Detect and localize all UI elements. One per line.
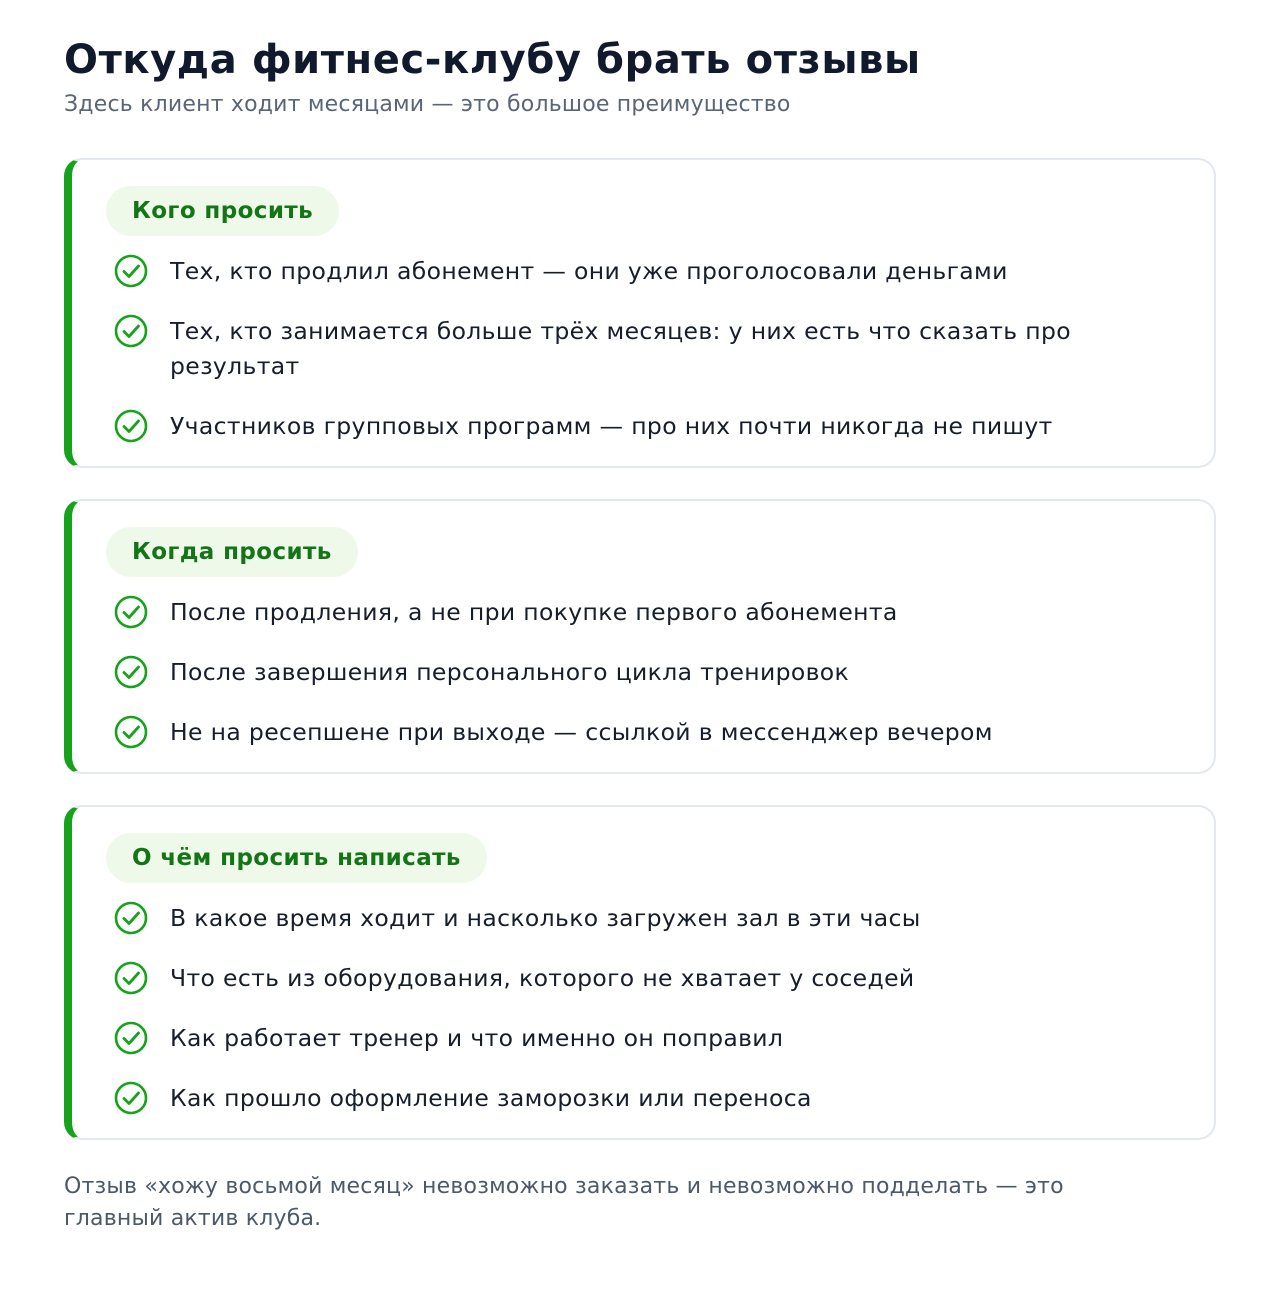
check-circle-icon <box>114 409 148 443</box>
list-item <box>106 409 1214 444</box>
list-item-text: Как прошло оформление заморозки или переноса <box>170 1084 812 1112</box>
footer-note: Отзыв «хожу восьмой месяц» невозможно заказать и невозможно подделать — это главный актив клуба. <box>64 1174 1064 1231</box>
check-circle-icon <box>114 595 148 629</box>
list-item <box>106 715 1214 750</box>
list-item <box>106 595 1214 630</box>
sections-list <box>64 158 1216 1140</box>
check-circle-icon <box>114 901 148 935</box>
check-circle-icon <box>114 961 148 995</box>
section-card-who <box>64 158 1216 468</box>
list-item <box>106 1081 1214 1116</box>
page-subtitle: Здесь клиент ходит месяцами — это большое преимущество <box>64 92 791 117</box>
list-item-text: В какое время ходит и насколько загружен зал в эти часы <box>170 904 921 932</box>
list-item-text: После продления, а не при покупке первого абонемента <box>170 598 898 626</box>
check-circle-icon <box>114 314 148 348</box>
list-item-text: Что есть из оборудования, которого не хватает у соседей <box>170 964 915 992</box>
list-item <box>106 901 1214 936</box>
section-items <box>106 254 1214 444</box>
list-item <box>106 254 1214 289</box>
check-circle-icon <box>114 715 148 749</box>
list-item <box>106 314 1214 384</box>
check-circle-icon <box>114 1081 148 1115</box>
section-items <box>106 901 1214 1116</box>
section-heading: Когда просить <box>106 527 358 577</box>
list-item <box>106 961 1214 996</box>
list-item-text: Не на ресепшене при выходе — ссылкой в мессенджер вечером <box>170 718 993 746</box>
check-circle-icon <box>114 254 148 288</box>
list-item-text: После завершения персонального цикла тренировок <box>170 658 850 686</box>
check-circle-icon <box>114 655 148 689</box>
section-card-when <box>64 499 1216 774</box>
list-item <box>106 655 1214 690</box>
list-item-text: Участников групповых программ — про них почти никогда не пишут <box>170 412 1053 440</box>
check-circle-icon <box>114 1021 148 1055</box>
list-item-text: Тех, кто занимается больше трёх месяцев: у них есть что сказать про результат <box>170 317 1072 380</box>
list-item <box>106 1021 1214 1056</box>
section-heading: О чём просить написать <box>106 833 487 883</box>
page-title: Откуда фитнес-клубу брать отзывы <box>64 37 921 83</box>
section-items <box>106 595 1214 750</box>
list-item-text: Тех, кто продлил абонемент — они уже проголосовали деньгами <box>170 257 1008 285</box>
section-card-what <box>64 805 1216 1140</box>
section-heading: Кого просить <box>106 186 339 236</box>
list-item-text: Как работает тренер и что именно он поправил <box>170 1024 784 1052</box>
